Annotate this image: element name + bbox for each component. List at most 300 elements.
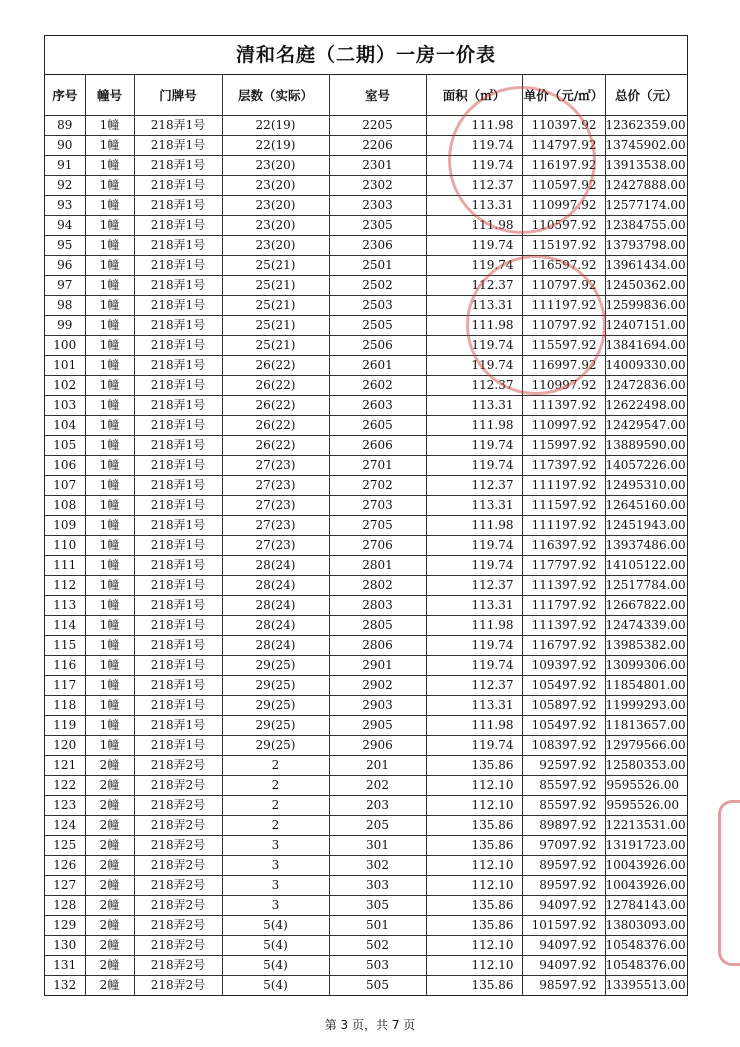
table-cell: 117397.92 <box>522 456 605 476</box>
table-row <box>45 916 687 936</box>
table-row <box>45 116 687 136</box>
table-cell: 26(22) <box>222 356 329 376</box>
table-cell: 105 <box>45 436 85 456</box>
table-cell: 111.98 <box>426 616 522 636</box>
table-cell: 2605 <box>329 416 426 436</box>
table-cell: 112.37 <box>426 476 522 496</box>
table-row <box>45 436 687 456</box>
table-cell: 25(21) <box>222 336 329 356</box>
table-cell: 111 <box>45 556 85 576</box>
table-cell: 27(23) <box>222 536 329 556</box>
table-cell: 13889590.00 <box>605 436 687 456</box>
table-cell: 1幢 <box>85 576 134 596</box>
column-header: 室号 <box>329 75 426 116</box>
table-cell: 1幢 <box>85 436 134 456</box>
table-cell: 114797.92 <box>522 136 605 156</box>
table-cell: 113.31 <box>426 596 522 616</box>
table-cell: 2幢 <box>85 856 134 876</box>
table-cell: 119.74 <box>426 236 522 256</box>
table-cell: 89 <box>45 116 85 136</box>
table-cell: 127 <box>45 876 85 896</box>
table-cell: 2502 <box>329 276 426 296</box>
table-cell: 12450362.00 <box>605 276 687 296</box>
table-row <box>45 416 687 436</box>
table-cell: 125 <box>45 836 85 856</box>
table-cell: 11854801.00 <box>605 676 687 696</box>
table-cell: 111.98 <box>426 316 522 336</box>
table-cell: 13395513.00 <box>605 976 687 996</box>
table-cell: 1幢 <box>85 676 134 696</box>
table-cell: 2301 <box>329 156 426 176</box>
table-cell: 25(21) <box>222 296 329 316</box>
table-cell: 2805 <box>329 616 426 636</box>
table-cell: 23(20) <box>222 196 329 216</box>
table-cell: 22(19) <box>222 136 329 156</box>
table-cell: 218弄1号 <box>134 176 222 196</box>
column-header: 面积（㎡） <box>426 75 522 116</box>
table-cell: 130 <box>45 936 85 956</box>
table-cell: 1幢 <box>85 196 134 216</box>
table-cell: 502 <box>329 936 426 956</box>
table-row <box>45 936 687 956</box>
table-cell: 120 <box>45 736 85 756</box>
table-cell: 126 <box>45 856 85 876</box>
table-cell: 29(25) <box>222 736 329 756</box>
table-cell: 218弄1号 <box>134 676 222 696</box>
table-cell: 12495310.00 <box>605 476 687 496</box>
table-cell: 111197.92 <box>522 516 605 536</box>
table-cell: 128 <box>45 896 85 916</box>
table-cell: 110797.92 <box>522 316 605 336</box>
table-cell: 110597.92 <box>522 176 605 196</box>
table-cell: 92597.92 <box>522 756 605 776</box>
table-cell: 2 <box>222 796 329 816</box>
table-cell: 28(24) <box>222 636 329 656</box>
table-cell: 2601 <box>329 356 426 376</box>
table-cell: 102 <box>45 376 85 396</box>
table-cell: 1幢 <box>85 596 134 616</box>
table-cell: 119.74 <box>426 256 522 276</box>
table-cell: 2幢 <box>85 916 134 936</box>
price-table <box>45 75 687 995</box>
table-cell: 1幢 <box>85 556 134 576</box>
table-row <box>45 656 687 676</box>
table-cell: 23(20) <box>222 156 329 176</box>
table-row <box>45 336 687 356</box>
table-cell: 28(24) <box>222 576 329 596</box>
table-cell: 23(20) <box>222 236 329 256</box>
table-cell: 111197.92 <box>522 296 605 316</box>
table-cell: 218弄2号 <box>134 936 222 956</box>
table-cell: 28(24) <box>222 596 329 616</box>
header-row <box>45 75 687 116</box>
table-cell: 135.86 <box>426 816 522 836</box>
table-cell: 1幢 <box>85 376 134 396</box>
table-cell: 1幢 <box>85 716 134 736</box>
table-cell: 2 <box>222 816 329 836</box>
table-cell: 116797.92 <box>522 636 605 656</box>
column-header: 序号 <box>45 75 85 116</box>
table-cell: 12384755.00 <box>605 216 687 236</box>
table-cell: 119.74 <box>426 136 522 156</box>
table-row <box>45 476 687 496</box>
table-cell: 9595526.00 <box>605 776 687 796</box>
table-cell: 13937486.00 <box>605 536 687 556</box>
table-cell: 28(24) <box>222 556 329 576</box>
table-cell: 123 <box>45 796 85 816</box>
table-cell: 27(23) <box>222 496 329 516</box>
table-cell: 28(24) <box>222 616 329 636</box>
table-cell: 115197.92 <box>522 236 605 256</box>
table-cell: 2幢 <box>85 896 134 916</box>
table-cell: 1幢 <box>85 356 134 376</box>
table-cell: 10548376.00 <box>605 936 687 956</box>
table-cell: 203 <box>329 796 426 816</box>
table-cell: 119.74 <box>426 156 522 176</box>
table-cell: 105497.92 <box>522 716 605 736</box>
table-cell: 13099306.00 <box>605 656 687 676</box>
table-row <box>45 776 687 796</box>
column-header: 总价（元） <box>605 75 687 116</box>
table-cell: 110997.92 <box>522 196 605 216</box>
table-cell: 12784143.00 <box>605 896 687 916</box>
table-cell: 5(4) <box>222 916 329 936</box>
table-row <box>45 316 687 336</box>
table-cell: 110 <box>45 536 85 556</box>
table-cell: 218弄2号 <box>134 856 222 876</box>
table-row <box>45 956 687 976</box>
table-cell: 111797.92 <box>522 596 605 616</box>
table-cell: 100 <box>45 336 85 356</box>
table-cell: 2603 <box>329 396 426 416</box>
table-cell: 218弄1号 <box>134 456 222 476</box>
table-cell: 111397.92 <box>522 616 605 636</box>
table-cell: 218弄2号 <box>134 776 222 796</box>
table-cell: 2905 <box>329 716 426 736</box>
column-header: 门牌号 <box>134 75 222 116</box>
table-cell: 27(23) <box>222 516 329 536</box>
table-cell: 1幢 <box>85 216 134 236</box>
table-cell: 2705 <box>329 516 426 536</box>
table-row <box>45 736 687 756</box>
table-cell: 112.10 <box>426 936 522 956</box>
table-cell: 112.10 <box>426 776 522 796</box>
table-cell: 119.74 <box>426 736 522 756</box>
table-cell: 201 <box>329 756 426 776</box>
table-cell: 115997.92 <box>522 436 605 456</box>
table-cell: 13961434.00 <box>605 256 687 276</box>
column-header: 幢号 <box>85 75 134 116</box>
table-cell: 2701 <box>329 456 426 476</box>
table-cell: 85597.92 <box>522 796 605 816</box>
table-cell: 12667822.00 <box>605 596 687 616</box>
table-cell: 101597.92 <box>522 916 605 936</box>
table-cell: 218弄1号 <box>134 256 222 276</box>
table-cell: 218弄1号 <box>134 616 222 636</box>
table-cell: 119.74 <box>426 336 522 356</box>
table-cell: 12979566.00 <box>605 736 687 756</box>
table-cell: 218弄1号 <box>134 336 222 356</box>
table-cell: 11813657.00 <box>605 716 687 736</box>
table-cell: 118 <box>45 696 85 716</box>
table-cell: 135.86 <box>426 976 522 996</box>
table-cell: 218弄2号 <box>134 816 222 836</box>
table-cell: 2505 <box>329 316 426 336</box>
table-cell: 218弄1号 <box>134 216 222 236</box>
price-table-sheet <box>44 35 688 996</box>
table-row <box>45 556 687 576</box>
table-cell: 111597.92 <box>522 496 605 516</box>
table-cell: 2205 <box>329 116 426 136</box>
table-cell: 5(4) <box>222 976 329 996</box>
table-cell: 2305 <box>329 216 426 236</box>
table-cell: 218弄2号 <box>134 756 222 776</box>
table-cell: 218弄1号 <box>134 576 222 596</box>
table-row <box>45 756 687 776</box>
table-row <box>45 216 687 236</box>
table-cell: 26(22) <box>222 376 329 396</box>
table-cell: 119.74 <box>426 456 522 476</box>
table-cell: 29(25) <box>222 656 329 676</box>
table-cell: 117 <box>45 676 85 696</box>
table-row <box>45 676 687 696</box>
table-cell: 12213531.00 <box>605 816 687 836</box>
table-cell: 12517784.00 <box>605 576 687 596</box>
table-cell: 112.10 <box>426 856 522 876</box>
table-cell: 218弄1号 <box>134 316 222 336</box>
table-cell: 2206 <box>329 136 426 156</box>
table-cell: 501 <box>329 916 426 936</box>
table-cell: 218弄2号 <box>134 896 222 916</box>
table-cell: 112.10 <box>426 796 522 816</box>
table-cell: 218弄1号 <box>134 476 222 496</box>
table-cell: 1幢 <box>85 636 134 656</box>
table-cell: 13803093.00 <box>605 916 687 936</box>
table-cell: 12577174.00 <box>605 196 687 216</box>
table-cell: 106 <box>45 456 85 476</box>
column-header: 层数（实际） <box>222 75 329 116</box>
table-cell: 105897.92 <box>522 696 605 716</box>
table-cell: 115597.92 <box>522 336 605 356</box>
table-cell: 2幢 <box>85 756 134 776</box>
table-row <box>45 296 687 316</box>
table-cell: 111197.92 <box>522 476 605 496</box>
table-cell: 135.86 <box>426 756 522 776</box>
table-cell: 135.86 <box>426 896 522 916</box>
table-cell: 14009330.00 <box>605 356 687 376</box>
table-cell: 205 <box>329 816 426 836</box>
table-cell: 10043926.00 <box>605 876 687 896</box>
table-cell: 2幢 <box>85 836 134 856</box>
table-cell: 97097.92 <box>522 836 605 856</box>
table-cell: 110597.92 <box>522 216 605 236</box>
table-cell: 111397.92 <box>522 396 605 416</box>
page-footer: 第 3 页，共 7 页 <box>324 1018 416 1032</box>
table-cell: 1幢 <box>85 236 134 256</box>
table-row <box>45 696 687 716</box>
table-row <box>45 576 687 596</box>
table-cell: 302 <box>329 856 426 876</box>
table-cell: 1幢 <box>85 316 134 336</box>
table-cell: 112.37 <box>426 176 522 196</box>
table-cell: 14105122.00 <box>605 556 687 576</box>
table-cell: 218弄1号 <box>134 696 222 716</box>
table-cell: 92 <box>45 176 85 196</box>
table-cell: 94 <box>45 216 85 236</box>
table-cell: 1幢 <box>85 336 134 356</box>
table-cell: 10548376.00 <box>605 956 687 976</box>
table-cell: 23(20) <box>222 176 329 196</box>
table-cell: 105497.92 <box>522 676 605 696</box>
table-cell: 111.98 <box>426 516 522 536</box>
table-cell: 110797.92 <box>522 276 605 296</box>
table-cell: 110997.92 <box>522 416 605 436</box>
table-cell: 22(19) <box>222 116 329 136</box>
table-cell: 23(20) <box>222 216 329 236</box>
table-row <box>45 836 687 856</box>
table-row <box>45 456 687 476</box>
table-cell: 132 <box>45 976 85 996</box>
table-cell: 218弄1号 <box>134 736 222 756</box>
table-cell: 2802 <box>329 576 426 596</box>
table-cell: 95 <box>45 236 85 256</box>
table-cell: 218弄1号 <box>134 396 222 416</box>
table-row <box>45 856 687 876</box>
table-cell: 90 <box>45 136 85 156</box>
table-cell: 121 <box>45 756 85 776</box>
table-cell: 218弄2号 <box>134 976 222 996</box>
table-cell: 113.31 <box>426 396 522 416</box>
table-cell: 119.74 <box>426 436 522 456</box>
table-cell: 119.74 <box>426 556 522 576</box>
table-cell: 1幢 <box>85 176 134 196</box>
table-cell: 2803 <box>329 596 426 616</box>
table-cell: 129 <box>45 916 85 936</box>
table-row <box>45 976 687 996</box>
table-cell: 85597.92 <box>522 776 605 796</box>
table-cell: 218弄1号 <box>134 356 222 376</box>
table-cell: 2501 <box>329 256 426 276</box>
table-cell: 119.74 <box>426 356 522 376</box>
table-cell: 89597.92 <box>522 876 605 896</box>
page-title: 清和名庭（二期）一房一价表 <box>45 36 687 75</box>
table-cell: 25(21) <box>222 276 329 296</box>
table-cell: 2306 <box>329 236 426 256</box>
table-cell: 109397.92 <box>522 656 605 676</box>
table-cell: 303 <box>329 876 426 896</box>
table-row <box>45 716 687 736</box>
table-cell: 2503 <box>329 296 426 316</box>
table-cell: 1幢 <box>85 156 134 176</box>
table-cell: 5(4) <box>222 956 329 976</box>
table-cell: 104 <box>45 416 85 436</box>
table-cell: 1幢 <box>85 476 134 496</box>
table-row <box>45 136 687 156</box>
table-cell: 2901 <box>329 656 426 676</box>
table-cell: 10043926.00 <box>605 856 687 876</box>
table-cell: 116 <box>45 656 85 676</box>
table-cell: 1幢 <box>85 416 134 436</box>
table-cell: 89897.92 <box>522 816 605 836</box>
table-cell: 94097.92 <box>522 936 605 956</box>
table-cell: 111.98 <box>426 216 522 236</box>
table-cell: 2 <box>222 756 329 776</box>
table-row <box>45 156 687 176</box>
table-cell: 12474339.00 <box>605 616 687 636</box>
table-row <box>45 376 687 396</box>
table-cell: 13841694.00 <box>605 336 687 356</box>
table-cell: 131 <box>45 956 85 976</box>
table-cell: 12580353.00 <box>605 756 687 776</box>
table-cell: 218弄2号 <box>134 836 222 856</box>
table-cell: 3 <box>222 856 329 876</box>
table-cell: 218弄1号 <box>134 116 222 136</box>
table-cell: 12407151.00 <box>605 316 687 336</box>
table-cell: 103 <box>45 396 85 416</box>
table-cell: 113.31 <box>426 196 522 216</box>
table-row <box>45 236 687 256</box>
table-cell: 5(4) <box>222 936 329 956</box>
table-cell: 119.74 <box>426 636 522 656</box>
table-cell: 113.31 <box>426 496 522 516</box>
table-cell: 1幢 <box>85 136 134 156</box>
table-cell: 2幢 <box>85 976 134 996</box>
table-cell: 12472836.00 <box>605 376 687 396</box>
table-row <box>45 876 687 896</box>
table-cell: 93 <box>45 196 85 216</box>
table-cell: 2706 <box>329 536 426 556</box>
table-cell: 112.37 <box>426 676 522 696</box>
table-row <box>45 396 687 416</box>
table-cell: 218弄1号 <box>134 376 222 396</box>
table-cell: 218弄2号 <box>134 876 222 896</box>
table-cell: 29(25) <box>222 716 329 736</box>
table-cell: 2303 <box>329 196 426 216</box>
table-cell: 218弄2号 <box>134 956 222 976</box>
table-cell: 2801 <box>329 556 426 576</box>
table-cell: 108397.92 <box>522 736 605 756</box>
table-cell: 117797.92 <box>522 556 605 576</box>
table-cell: 13191723.00 <box>605 836 687 856</box>
table-cell: 2602 <box>329 376 426 396</box>
table-cell: 218弄1号 <box>134 416 222 436</box>
table-cell: 116597.92 <box>522 256 605 276</box>
table-cell: 2702 <box>329 476 426 496</box>
table-cell: 218弄1号 <box>134 596 222 616</box>
table-cell: 218弄1号 <box>134 656 222 676</box>
table-cell: 218弄1号 <box>134 496 222 516</box>
table-cell: 107 <box>45 476 85 496</box>
table-cell: 1幢 <box>85 116 134 136</box>
table-cell: 1幢 <box>85 536 134 556</box>
edge-seal-stamp <box>718 800 740 966</box>
table-row <box>45 196 687 216</box>
table-cell: 122 <box>45 776 85 796</box>
table-cell: 2幢 <box>85 796 134 816</box>
table-cell: 218弄1号 <box>134 636 222 656</box>
table-cell: 112 <box>45 576 85 596</box>
table-cell: 29(25) <box>222 696 329 716</box>
table-cell: 98597.92 <box>522 976 605 996</box>
table-cell: 116397.92 <box>522 536 605 556</box>
table-cell: 94097.92 <box>522 896 605 916</box>
table-row <box>45 516 687 536</box>
table-cell: 112.37 <box>426 576 522 596</box>
table-cell: 218弄1号 <box>134 536 222 556</box>
table-row <box>45 796 687 816</box>
table-cell: 110997.92 <box>522 376 605 396</box>
column-header: 单价（元/㎡） <box>522 75 605 116</box>
